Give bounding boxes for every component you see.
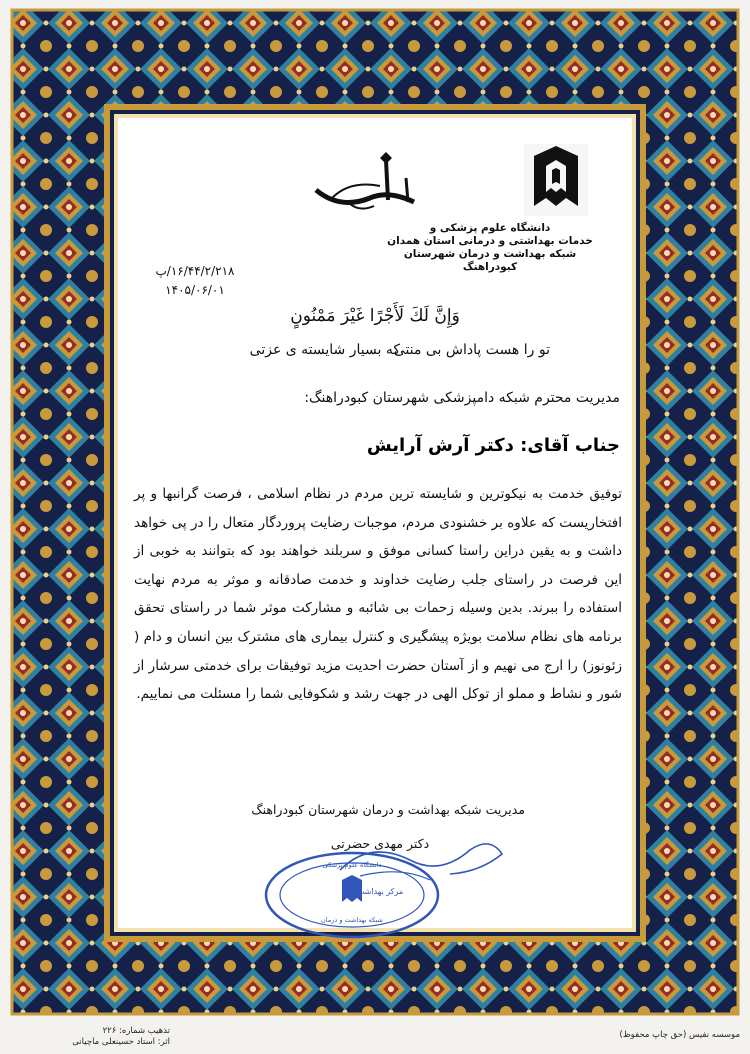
university-name-line: کبودراهنگ [462, 261, 518, 273]
university-logo [520, 140, 592, 220]
quran-verse: وَإِنَّ لَكَ لَأَجْرًا غَيْرَ مَمْنُونٍ [290, 306, 460, 326]
signature-title: مدیریت شبکه بهداشت و درمان شهرستان کبودراهنگ [251, 802, 525, 817]
university-name-line: خدمات بهداشتی و درمانی استان همدان [387, 235, 593, 247]
reference-number: ۱۶/۴۴/۲/۲۱۸/پ [155, 264, 235, 278]
university-name [380, 222, 600, 274]
footer-publisher: موسسه نفیس (حق چاپ محفوظ) [619, 1030, 740, 1040]
svg-text:مرکز بهداشت: مرکز بهداشت [356, 887, 404, 896]
university-name-line: دانشگاه علوم پزشکی و [429, 222, 551, 234]
signature-name: دکتر مهدی حضرتی [330, 836, 430, 851]
letter-date: ۱۴۰۵/۰۶/۰۱ [165, 283, 225, 297]
svg-text:دانشگاه علوم پزشکی: دانشگاه علوم پزشکی [322, 861, 382, 869]
reference-block [135, 262, 255, 300]
official-stamp [262, 850, 442, 940]
addressee: مدیریت محترم شبکه دامپزشکی شهرستان کبودراهنگ: [304, 390, 620, 406]
poem-hemistich-1: تو را هست پاداش بی منتی [393, 342, 550, 358]
svg-text:شبکه بهداشت و درمان: شبکه بهداشت و درمان [321, 916, 383, 924]
salutation: جناب آقای: دکتر آرش آرایش [366, 435, 620, 456]
poem-hemistich-2: که بسیار شایسته ی عزتی [249, 342, 400, 358]
university-name-line: شبکه بهداشت و درمان شهرستان [403, 248, 577, 260]
footer-artist-credit [10, 1026, 170, 1048]
calligraphy-emblem [310, 150, 430, 220]
footer-artist-name: اثر: استاد حسینعلی ماچیانی [72, 1037, 170, 1047]
letter-body [134, 480, 622, 709]
body-paragraph: توفیق خدمت به نیکوترین و شایسته ترین مردم در نظام اسلامی ، فرصت گرانبها و پر افتخاریست که علاوه بر خشنودی مردم، موجبات رضایت پروردگار متعال را در پی خواهد داشت و به یقین دراین راستا کسانی موفق و سربلند خواهند بود که بتوانند به خوبی از این فرصت در راستای جلب رضایت خداوند و خدمت صادقانه و موثر به مردم نهایت استفاده را ببرند. بدین وسیله زحمات بی شائبه و مشارکت موثر شما در راستای تحقق برنامه های نظام سلامت بویژه پیشگیری و کنترل بیماری های مشترک بین انسان و دام ( زئونوز) را ارج می نهیم و از آستان حضرت احدیت مزید توفیقات برای خدمتی سرشار از شور و نشاط و مملو از توکل الهی در جهت رشد و شکوفایی شما را مسئلت می نماییم. [134, 486, 622, 703]
footer-illumination-number: تذهیب شماره: ۲۲۶ [102, 1026, 170, 1036]
